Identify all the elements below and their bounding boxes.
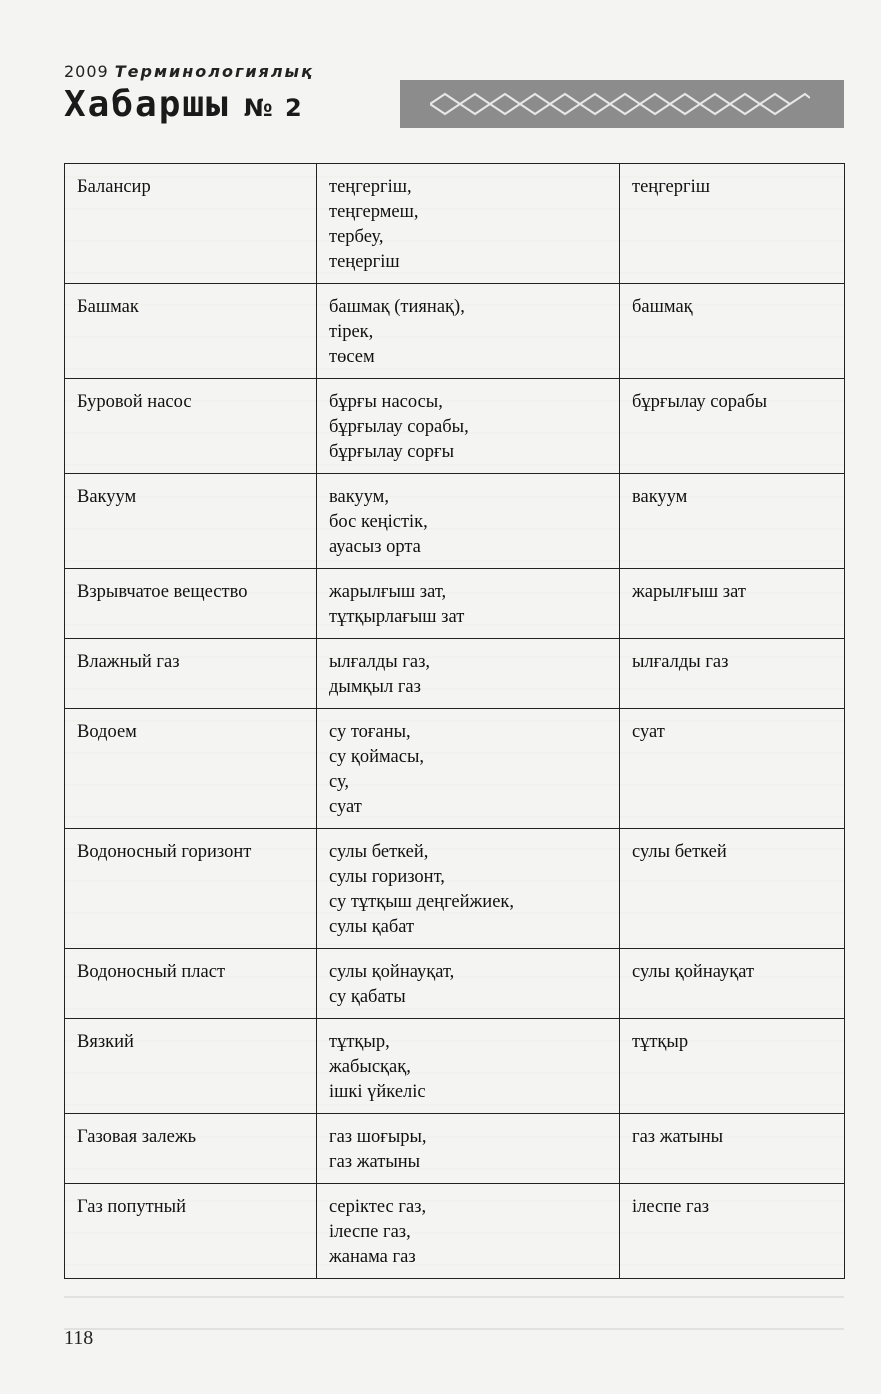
kazakh-variant: жарылғыш зат, bbox=[329, 582, 447, 602]
kazakh-variant: бос кеңістік, bbox=[329, 512, 428, 532]
proposed-term-cell: суат bbox=[620, 709, 845, 829]
table-row bbox=[65, 829, 845, 949]
table-row bbox=[65, 569, 845, 639]
russian-term-cell: Газовая залежь bbox=[65, 1114, 317, 1184]
proposed-term-cell: вакуум bbox=[620, 474, 845, 569]
table-row bbox=[65, 164, 845, 284]
kazakh-variant: бұрғылау сорабы, bbox=[329, 417, 469, 437]
table-row bbox=[65, 474, 845, 569]
kazakh-variant: бұрғылау сорғы bbox=[329, 442, 455, 462]
page-number: 118 bbox=[64, 1327, 94, 1349]
kazakh-variants-cell bbox=[317, 284, 620, 379]
kazakh-variants-cell bbox=[317, 474, 620, 569]
russian-term-cell: Вязкий bbox=[65, 1019, 317, 1114]
kazakh-variant: теңергіш bbox=[329, 252, 400, 272]
table-row bbox=[65, 284, 845, 379]
kazakh-variant: серіктес газ, bbox=[329, 1197, 427, 1217]
kazakh-variant: дымқыл газ bbox=[329, 677, 421, 697]
russian-term-cell: Буровой насос bbox=[65, 379, 317, 474]
table-row bbox=[65, 1114, 845, 1184]
russian-term-cell: Водоносный пласт bbox=[65, 949, 317, 1019]
table-row bbox=[65, 1184, 845, 1279]
kazakh-variant: су тоғаны, bbox=[329, 722, 411, 742]
kazakh-variant: газ жатыны bbox=[329, 1152, 421, 1172]
kazakh-variant: теңгергіш, bbox=[329, 177, 412, 197]
table-row bbox=[65, 379, 845, 474]
russian-term-cell: Газ попутный bbox=[65, 1184, 317, 1279]
kazakh-variant: сулы беткей, bbox=[329, 842, 429, 862]
kazakh-variant: ілеспе газ, bbox=[329, 1222, 411, 1242]
kazakh-variant: сулы қабат bbox=[329, 917, 415, 937]
header-ornament-band bbox=[400, 80, 844, 128]
kazakh-variant: тұтқыр, bbox=[329, 1032, 390, 1052]
kazakh-variants-cell bbox=[317, 1114, 620, 1184]
table-row bbox=[65, 1019, 845, 1114]
proposed-term-cell: сулы беткей bbox=[620, 829, 845, 949]
kazakh-variant: жанама газ bbox=[329, 1247, 416, 1267]
proposed-term-cell: башмақ bbox=[620, 284, 845, 379]
kazakh-variants-cell bbox=[317, 1019, 620, 1114]
proposed-term-cell: теңгергіш bbox=[620, 164, 845, 284]
kazakh-variants-cell bbox=[317, 164, 620, 284]
russian-term-cell: Водоем bbox=[65, 709, 317, 829]
kazakh-variant: сулы қойнауқат, bbox=[329, 962, 455, 982]
kazakh-variants-cell bbox=[317, 709, 620, 829]
terms-table bbox=[64, 163, 845, 1279]
kazakh-variant: сулы горизонт, bbox=[329, 867, 445, 887]
journal-title: Терминологиялық bbox=[114, 62, 314, 81]
terms-table-body bbox=[65, 164, 845, 1279]
kazakh-variant: су, bbox=[329, 772, 349, 792]
proposed-term-cell: ылғалды газ bbox=[620, 639, 845, 709]
table-row bbox=[65, 949, 845, 1019]
kazakh-variant: газ шоғыры, bbox=[329, 1127, 427, 1147]
journal-name bbox=[64, 84, 304, 125]
kazakh-variants-cell bbox=[317, 569, 620, 639]
kazakh-variant: жабысқақ, bbox=[329, 1057, 411, 1077]
table-row bbox=[65, 709, 845, 829]
issue-number: № 2 bbox=[243, 94, 304, 122]
proposed-term-cell: сулы қойнауқат bbox=[620, 949, 845, 1019]
proposed-term-cell: ілеспе газ bbox=[620, 1184, 845, 1279]
kazakh-variant: башмақ (тиянақ), bbox=[329, 297, 465, 317]
russian-term-cell: Влажный газ bbox=[65, 639, 317, 709]
kazakh-variant: су қоймасы, bbox=[329, 747, 425, 767]
kazakh-variants-cell bbox=[317, 829, 620, 949]
journal-year: 2009 bbox=[64, 62, 109, 81]
kazakh-variants-cell bbox=[317, 949, 620, 1019]
russian-term-cell: Вакуум bbox=[65, 474, 317, 569]
journal-subtitle: Хабаршы bbox=[64, 84, 230, 125]
kazakh-variant: суат bbox=[329, 797, 362, 817]
kazakh-variant: тұтқырлағыш зат bbox=[329, 607, 465, 627]
table-row bbox=[65, 639, 845, 709]
kazakh-variant: су тұтқыш деңгейжиек, bbox=[329, 892, 515, 912]
kazakh-variant: вакуум, bbox=[329, 487, 390, 507]
journal-header-line bbox=[64, 62, 314, 81]
kazakh-variant: тірек, bbox=[329, 322, 374, 342]
kazakh-variant: ылғалды газ, bbox=[329, 652, 431, 672]
kazakh-variant: бұрғы насосы, bbox=[329, 392, 443, 412]
proposed-term-cell: бұрғылау сорабы bbox=[620, 379, 845, 474]
kazakh-variant: тербеу, bbox=[329, 227, 384, 247]
russian-term-cell: Взрывчатое вещество bbox=[65, 569, 317, 639]
kazakh-variant: төсем bbox=[329, 347, 375, 367]
kazakh-variants-cell bbox=[317, 1184, 620, 1279]
kazakh-variant: ішкі үйкеліс bbox=[329, 1082, 426, 1102]
kazakh-variant: теңгермеш, bbox=[329, 202, 419, 222]
ornament-pattern-icon bbox=[430, 90, 810, 118]
kazakh-variant: ауасыз орта bbox=[329, 537, 421, 557]
russian-term-cell: Балансир bbox=[65, 164, 317, 284]
proposed-term-cell: тұтқыр bbox=[620, 1019, 845, 1114]
russian-term-cell: Водоносный горизонт bbox=[65, 829, 317, 949]
proposed-term-cell: газ жатыны bbox=[620, 1114, 845, 1184]
russian-term-cell: Башмак bbox=[65, 284, 317, 379]
proposed-term-cell: жарылғыш зат bbox=[620, 569, 845, 639]
kazakh-variants-cell bbox=[317, 639, 620, 709]
kazakh-variants-cell bbox=[317, 379, 620, 474]
kazakh-variant: су қабаты bbox=[329, 987, 406, 1007]
